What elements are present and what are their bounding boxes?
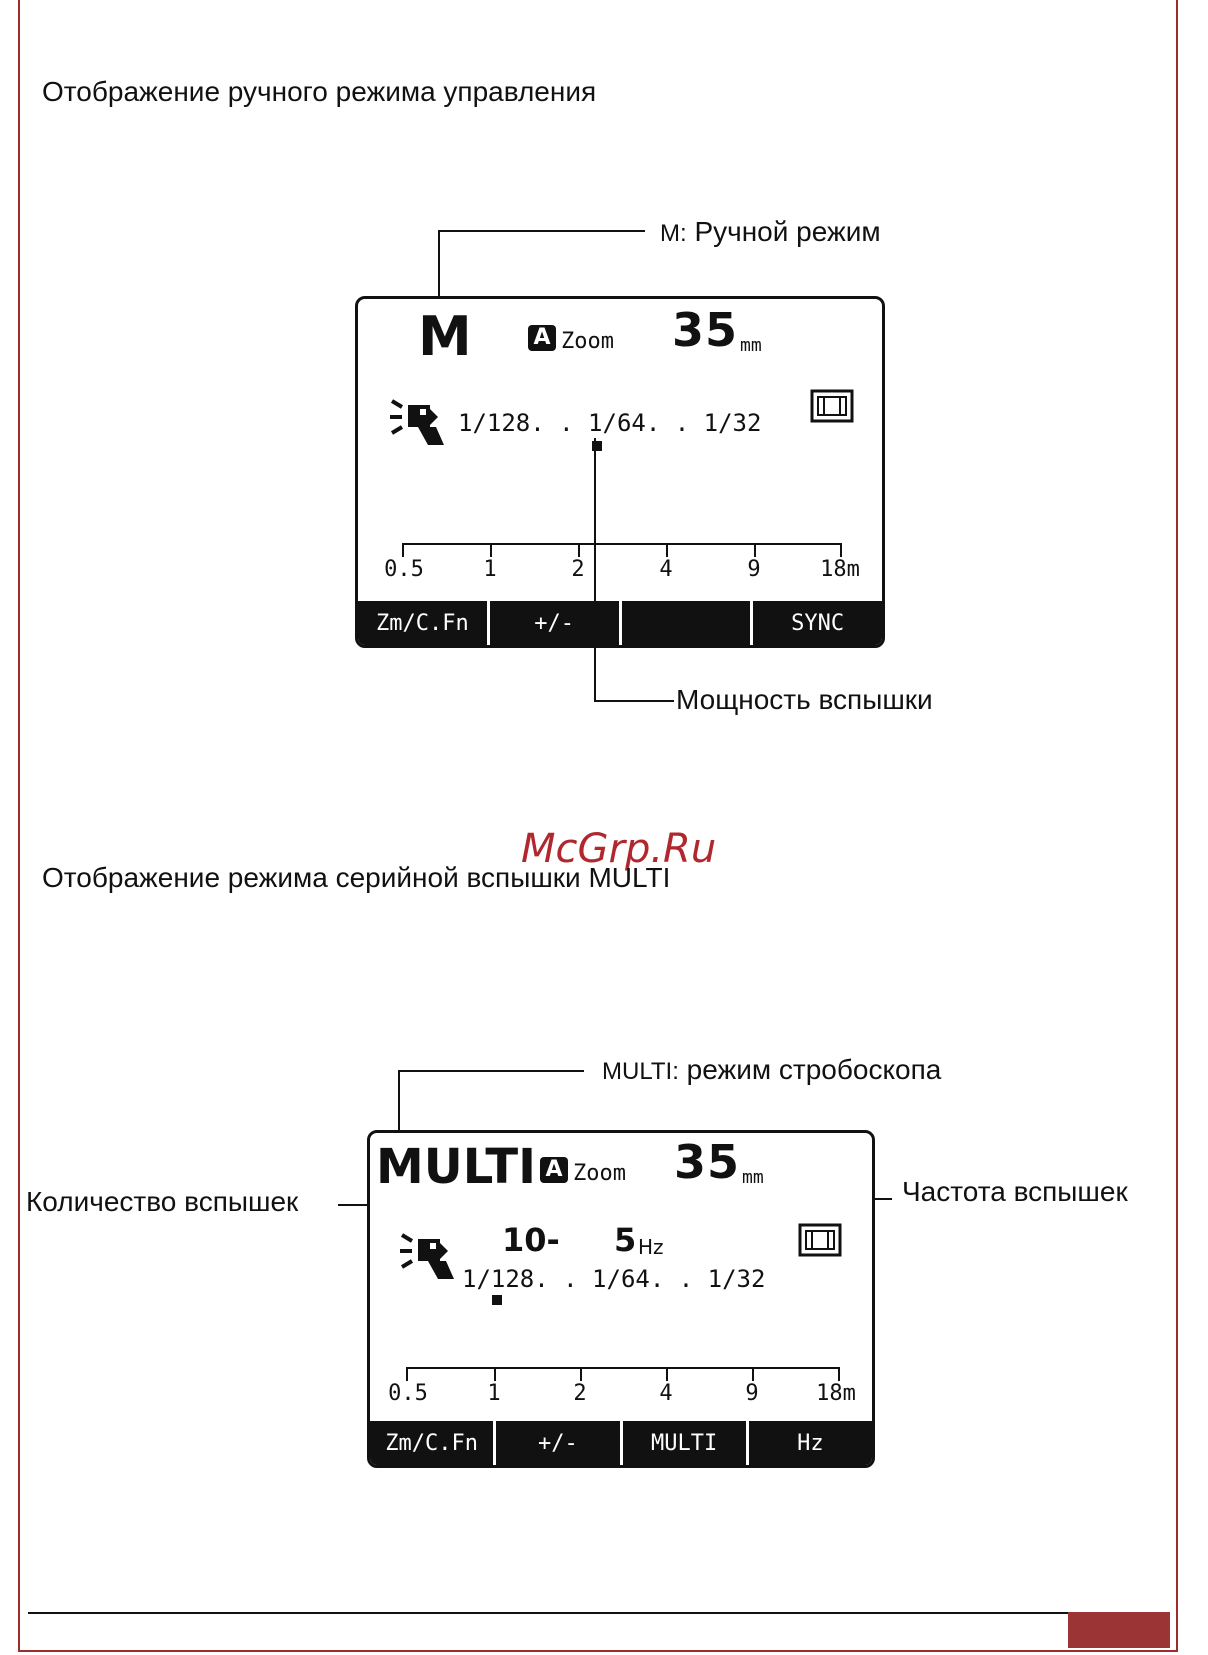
callout-manual-mode [660,216,881,248]
scale-tick [406,1367,408,1381]
focal-length: 35 [674,1135,741,1189]
callout-power-line-v [594,438,596,700]
power-scale: 1/128. . 1/64. . 1/32 [458,409,762,437]
scale-tick [838,1367,840,1381]
focal-length: 35 [672,303,739,357]
distance-label: 0.5 [384,557,424,582]
softkey-multi[interactable]: MULTI [623,1421,749,1465]
flash-head-icon [388,395,460,451]
callout-multi-mode-prefix: MULTI: [602,1058,679,1085]
callout-mode-line-h [438,230,645,232]
distance-label: 18m [820,557,860,582]
zoom-label: Zoom [573,1161,626,1186]
softkey-bar [370,1421,872,1465]
callout-power-line-h [594,700,674,702]
distance-label: 2 [571,557,585,582]
distance-label: 4 [659,1381,673,1406]
section2-heading: Отображение режима серийной вспышки MULTI [42,862,671,893]
softkey-exposure-comp[interactable]: +/- [496,1421,622,1465]
callout-multi-mode-text: режим стробоскопа [686,1054,942,1085]
power-marker [492,1295,502,1305]
scale-tick [402,543,404,557]
scale-tick [578,543,580,557]
flash-count: 10- [502,1221,560,1259]
callout-manual-mode-text: Ручной режим [694,216,881,247]
callout-manual-mode-prefix: M: [660,220,687,247]
scale-tick [754,543,756,557]
scale-tick [494,1367,496,1381]
film-frame-icon [798,1223,842,1257]
scale-tick [752,1367,754,1381]
lcd-manual [355,296,885,648]
softkey-hz[interactable]: Hz [749,1421,872,1465]
auto-zoom-icon: A [528,325,556,351]
auto-zoom-icon: A [540,1157,568,1183]
focal-unit: mm [740,335,762,356]
softkey-sync[interactable]: SYNC [753,601,882,645]
callout-flash-count: Количество вспышек [26,1186,299,1217]
film-frame-icon [810,389,854,423]
callout-flash-frequency: Частота вспышек [902,1176,1128,1207]
distance-label: 0.5 [388,1381,428,1406]
footer-page-tab [1068,1612,1170,1648]
callout-multi-line-h [398,1070,584,1072]
section1-heading: Отображение ручного режима управления [42,76,597,107]
distance-label: 4 [659,557,673,582]
softkey-zm-cfn[interactable]: Zm/C.Fn [370,1421,496,1465]
callout-flash-power: Мощность вспышки [676,684,933,715]
flash-frequency-unit: Hz [638,1235,664,1259]
watermark: McGrp.Ru [521,826,717,872]
scale-tick [666,543,668,557]
scale-tick [666,1367,668,1381]
distance-scale-line [402,543,842,545]
lcd-mode: M [418,305,472,368]
softkey-zm-cfn[interactable]: Zm/C.Fn [358,601,490,645]
flash-head-icon [398,1229,470,1285]
power-scale: 1/128. . 1/64. . 1/32 [462,1265,766,1293]
callout-multi-mode [602,1054,941,1086]
footer-rule [28,1612,1070,1614]
scale-tick [580,1367,582,1381]
scale-tick [490,543,492,557]
lcd-mode: MULTI [376,1139,536,1195]
lcd-multi [367,1130,875,1468]
distance-label: 18m [816,1381,856,1406]
distance-label: 2 [573,1381,587,1406]
distance-scale-line [406,1367,840,1369]
focal-unit: mm [742,1167,764,1188]
distance-label: 1 [483,557,497,582]
distance-label: 9 [745,1381,759,1406]
softkey-bar [358,601,882,645]
distance-label: 1 [487,1381,501,1406]
flash-frequency-value: 5 [614,1221,637,1259]
scale-tick [840,543,842,557]
softkey-exposure-comp[interactable]: +/- [490,601,622,645]
zoom-label: Zoom [561,329,614,354]
distance-label: 9 [747,557,761,582]
softkey-empty[interactable] [622,601,754,645]
